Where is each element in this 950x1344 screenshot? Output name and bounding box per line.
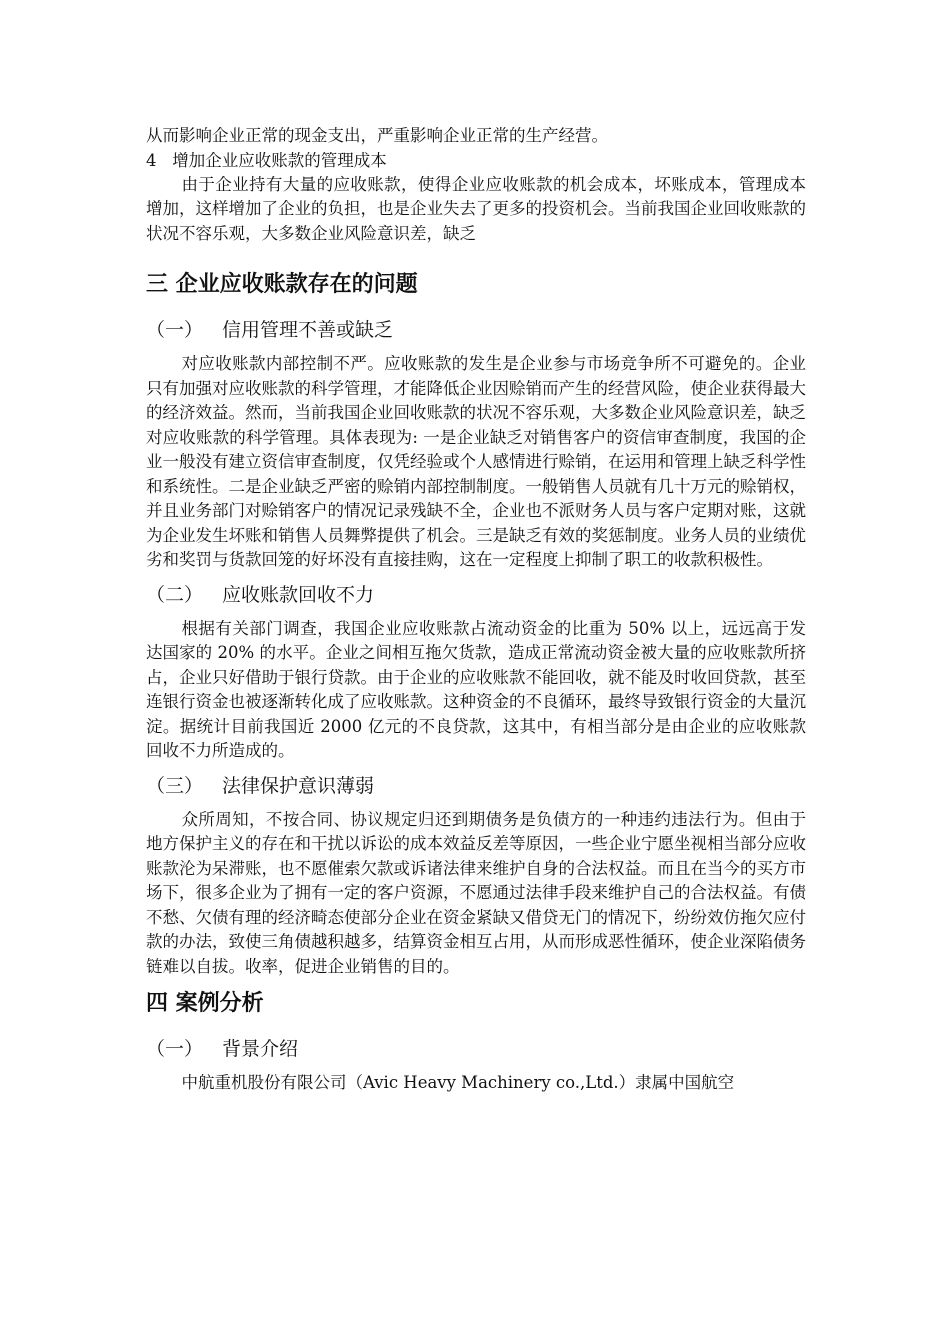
section-3-subheading-3 bbox=[146, 772, 806, 800]
document-body bbox=[146, 124, 806, 1096]
subheading-title: 信用管理不善或缺乏 bbox=[222, 319, 394, 341]
section-3-paragraph-1: 对应收账款内部控制不严。应收账款的发生是企业参与市场竞争所不可避免的。企业只有加强对应收账款的科学管理，才能降低企业因赊销而产生的经营风险，使企业获得最大的经济效益。然而，当前我国企业回收账款的状况不容乐观，大多数企业风险意识差，缺乏对应收账款的科学管理。具体表现为: 一是企业缺乏对销售客户的资信审查制度，我国的企业一般没有建立资信审查制度，仅凭经验或个人感情进行赊销，在运用和管理上缺乏科学性和系统性。二是企业缺乏严密的赊销内部控制制度。一般销售人员就有几十万元的赊销权，并且业务部门对赊销客户的情况记录残缺不全，企业也不派财务人员与客户定期对账，这就为企业发生坏账和销售人员舞弊提供了机会。三是缺乏有效的奖惩制度。业务人员的业绩优劣和奖罚与货款回笼的好坏没有直接挂购，这在一定程度上抑制了职工的收款积极性。 bbox=[146, 354, 806, 569]
subheading-number: （二） bbox=[146, 583, 204, 606]
subheading-number: （一） bbox=[146, 1038, 204, 1060]
subheading-number: （一） bbox=[146, 319, 204, 341]
item-4-heading: 4 增加企业应收账款的管理成本 bbox=[146, 150, 387, 170]
subheading-title: 背景介绍 bbox=[222, 1038, 299, 1060]
section-3-title: 三 企业应收账款存在的问题 bbox=[146, 272, 418, 297]
subheading-title: 法律保护意识薄弱 bbox=[222, 774, 375, 797]
section-4-title: 四 案例分析 bbox=[146, 991, 264, 1016]
subheading-number: （三） bbox=[146, 774, 204, 797]
section-3-subheading-2 bbox=[146, 581, 806, 609]
section-3-paragraph-3: 众所周知，不按合同、协议规定归还到期债务是负债方的一种违约违法行为。但由于地方保护主义的存在和干扰以诉讼的成本效益反差等原因，一些企业宁愿坐视相当部分应收账款沦为呆滞账，也不愿催索欠款或诉诸法律来维护自身的合法权益。而且在当今的买方市场下，很多企业为了拥有一定的客户资源，不愿通过法律手段来维护自己的合法权益。有债不愁、欠债有理的经济畸态使部分企业在资金紧缺又借贷无门的情况下，纷纷效仿拖欠应付款的办法，致使三角债越积越多，结算资金相互占用，从而形成恶性循环，使企业深陷债务链难以自拔。收率，促进企业销售的目的。 bbox=[146, 809, 806, 976]
subheading-title: 应收账款回收不力 bbox=[222, 583, 375, 606]
section-4-paragraph-1: 中航重机股份有限公司（Avic Heavy Machinery co.,Ltd.）隶属中国航空 bbox=[181, 1073, 735, 1092]
section-3-subheading-1 bbox=[146, 316, 806, 344]
item-4-paragraph: 由于企业持有大量的应收账款，使得企业应收账款的机会成本，坏账成本，管理成本增加，这样增加了企业的负担，也是企业失去了更多的投资机会。当前我国企业回收账款的状况不容乐观，大多数企业风险意识差，缺乏 bbox=[146, 174, 806, 243]
intro-paragraph: 从而影响企业正常的现金支出，严重影响企业正常的生产经营。 bbox=[146, 126, 608, 145]
section-3-paragraph-2: 根据有关部门调查，我国企业应收账款占流动资金的比重为 50% 以上，远远高于发达国家的 20% 的水平。企业之间相互拖欠货款，造成正常流动资金被大量的应收账款所挤占，企业只好借助于银行贷款。由于企业的应收账款不能回收，就不能及时收回贷款，甚至连银行资金也被逐渐转化成了应收账款。这种资金的不良循环，最终导致银行资金的大量沉淀。据统计目前我国近 2000 亿元的不良贷款，这其中，有相当部分是由企业的应收账款回收不力所造成的。 bbox=[146, 618, 806, 760]
section-4-subheading-1 bbox=[146, 1035, 806, 1063]
